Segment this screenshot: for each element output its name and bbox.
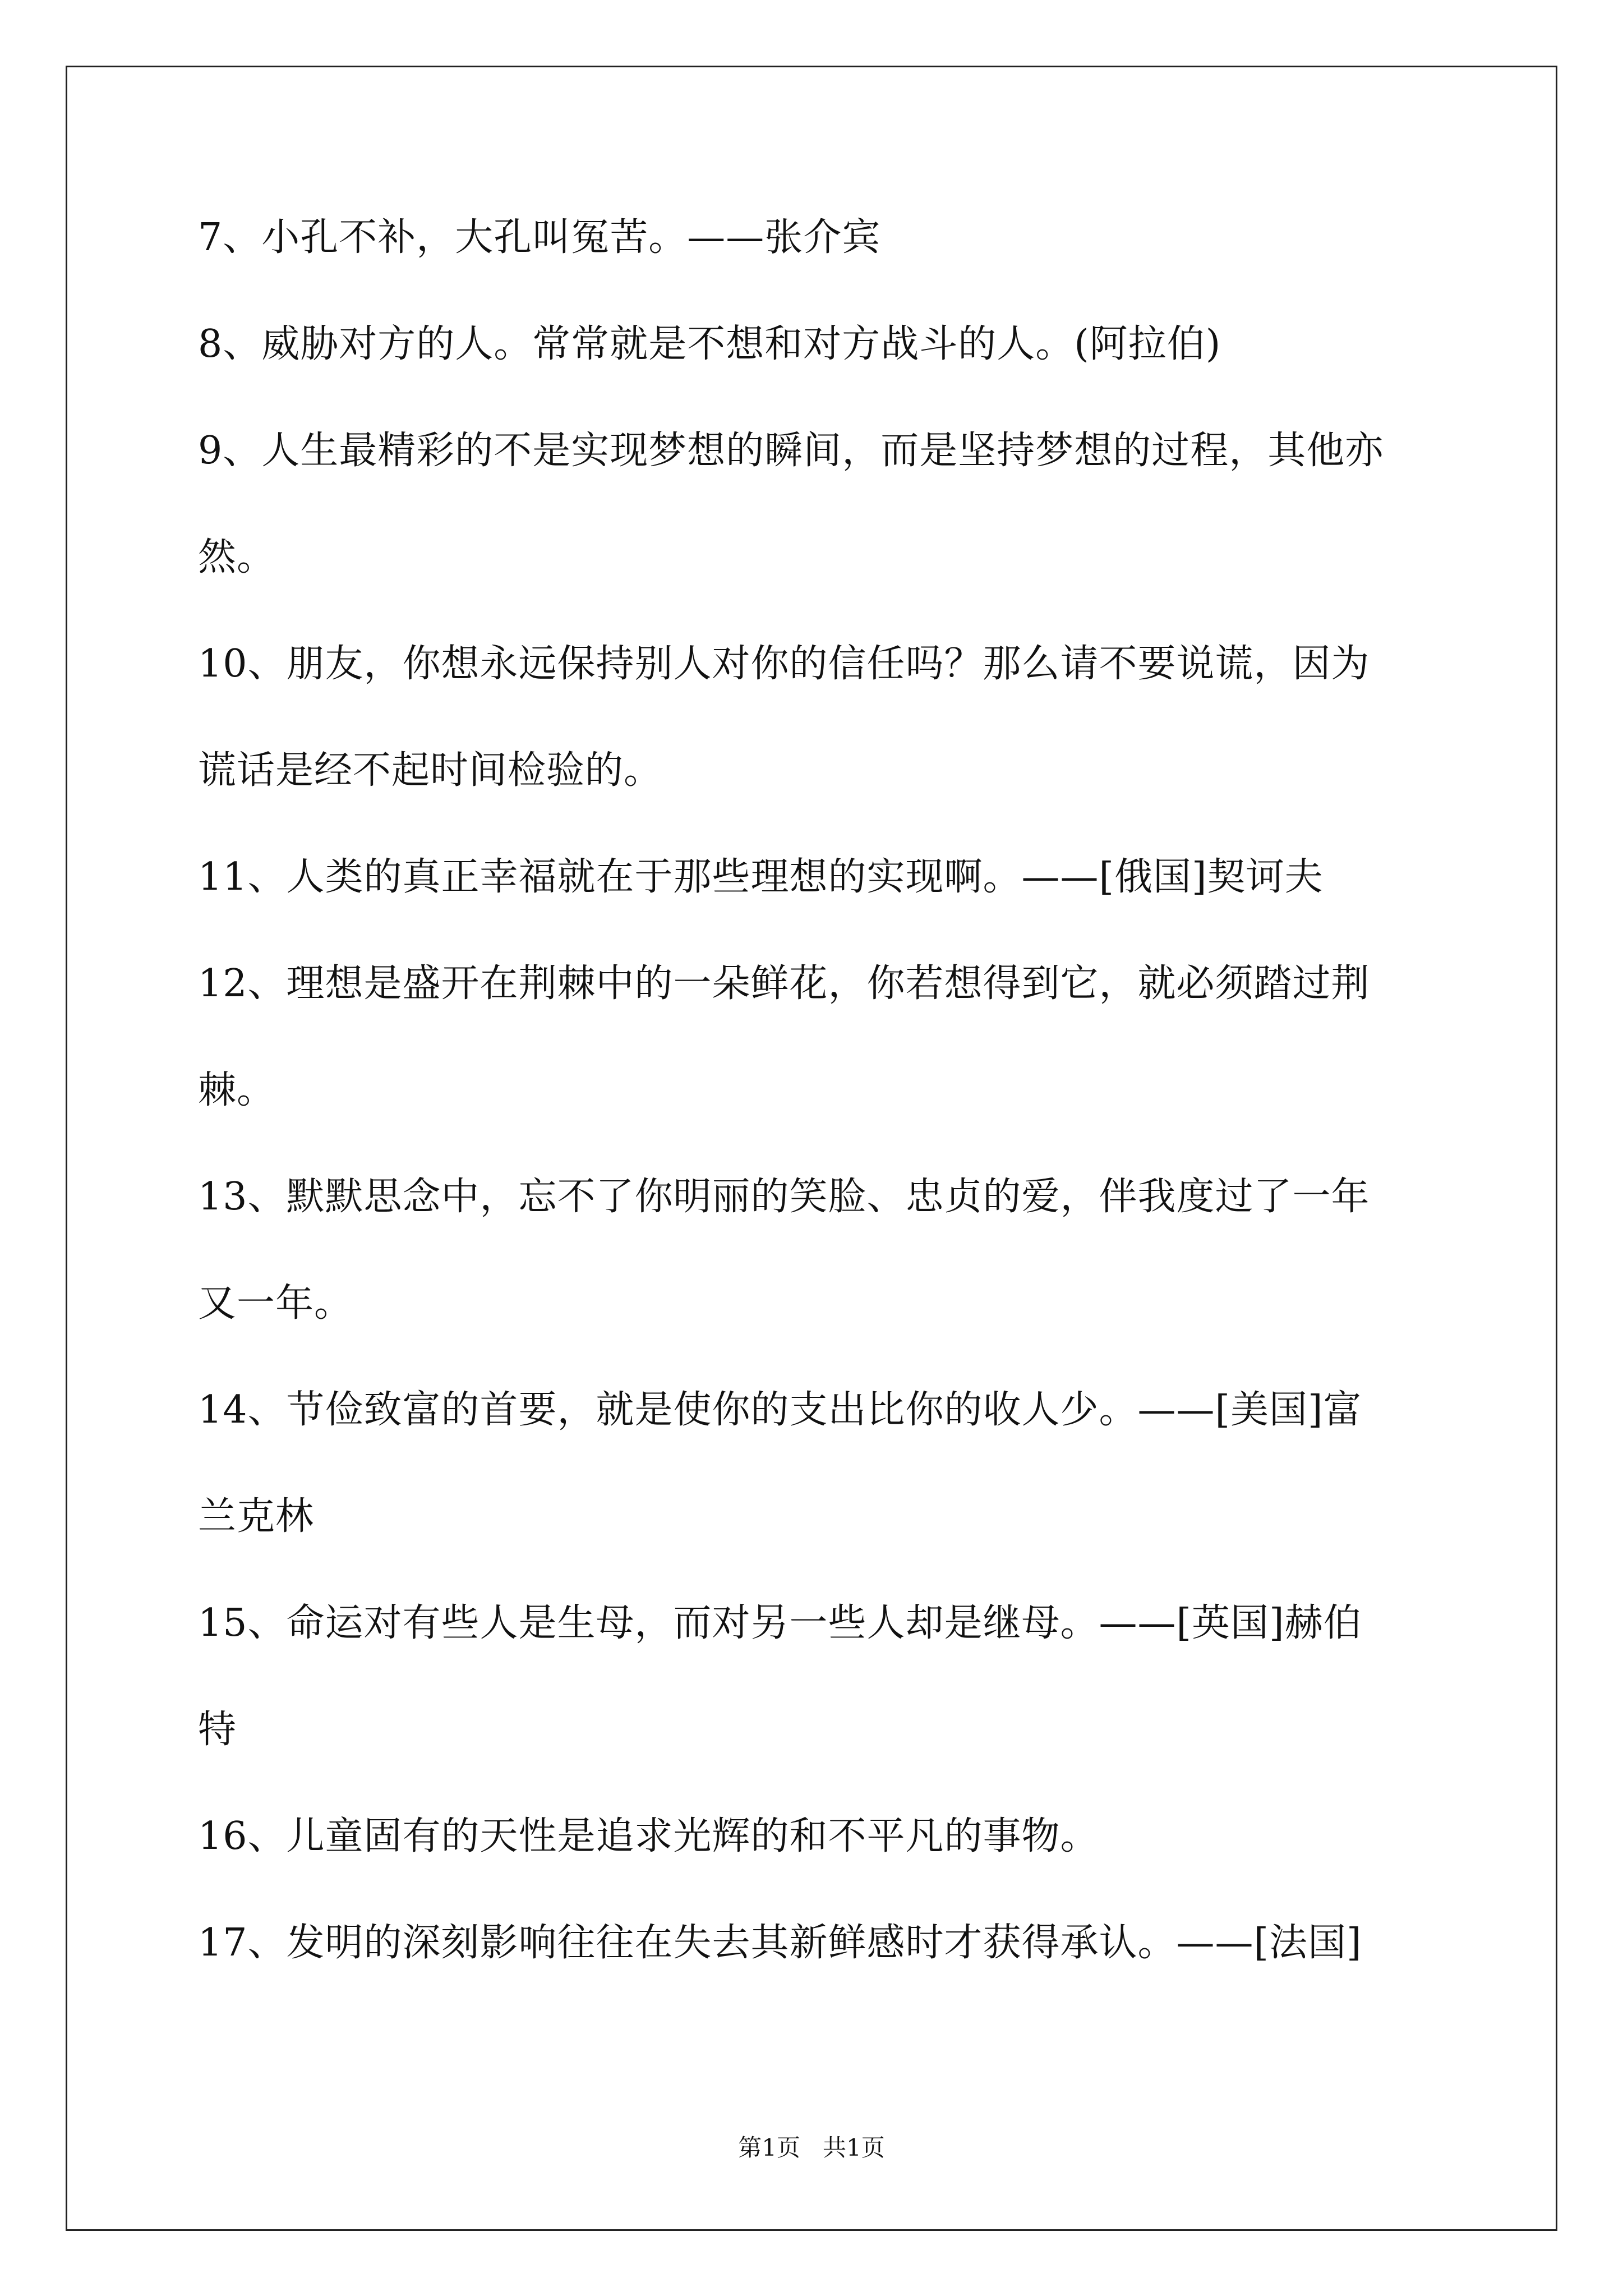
- text-line: 7、小孔不补，大孔叫冤苦。——张介宾: [198, 215, 881, 260]
- text-line: 又一年。: [198, 1281, 353, 1326]
- page-footer: 第1页 共1页: [738, 2134, 885, 2161]
- text-line: 然。: [198, 535, 276, 579]
- quote-list: [198, 215, 1437, 2031]
- text-line: 8、威胁对方的人。常常就是不想和对方战斗的人。(阿拉伯): [198, 322, 1221, 366]
- text-line: 13、默默思念中，忘不了你明丽的笑脸、忠贞的爱，伴我度过了一年: [198, 1175, 1370, 1219]
- text-line: 14、节俭致富的首要，就是使你的支出比你的收人少。——[美国]富: [198, 1388, 1362, 1432]
- text-line: 16、儿童固有的天性是追求光辉的和不平凡的事物。: [198, 1814, 1099, 1858]
- text-line: 兰克林: [198, 1494, 315, 1539]
- text-line: 特: [198, 1708, 237, 1752]
- text-line: 12、理想是盛开在荆棘中的一朵鲜花，你若想得到它，就必须踏过荆: [198, 961, 1370, 1006]
- text-line: 谎话是经不起时间检验的。: [198, 748, 663, 793]
- text-line: 10、朋友，你想永远保持别人对你的信任吗？那么请不要说谎，因为: [198, 642, 1370, 686]
- text-line: 棘。: [198, 1068, 276, 1112]
- text-line: 17、发明的深刻影响往往在失去其新鲜感时才获得承认。——[法国]: [198, 1921, 1362, 1965]
- text-line: 11、人类的真正幸福就在于那些理想的实现啊。——[俄国]契诃夫: [198, 855, 1324, 899]
- text-line: 15、命运对有些人是生母，而对另一些人却是继母。——[英国]赫伯: [198, 1601, 1362, 1645]
- text-line: 9、人生最精彩的不是实现梦想的瞬间，而是坚持梦想的过程，其他亦: [198, 429, 1384, 473]
